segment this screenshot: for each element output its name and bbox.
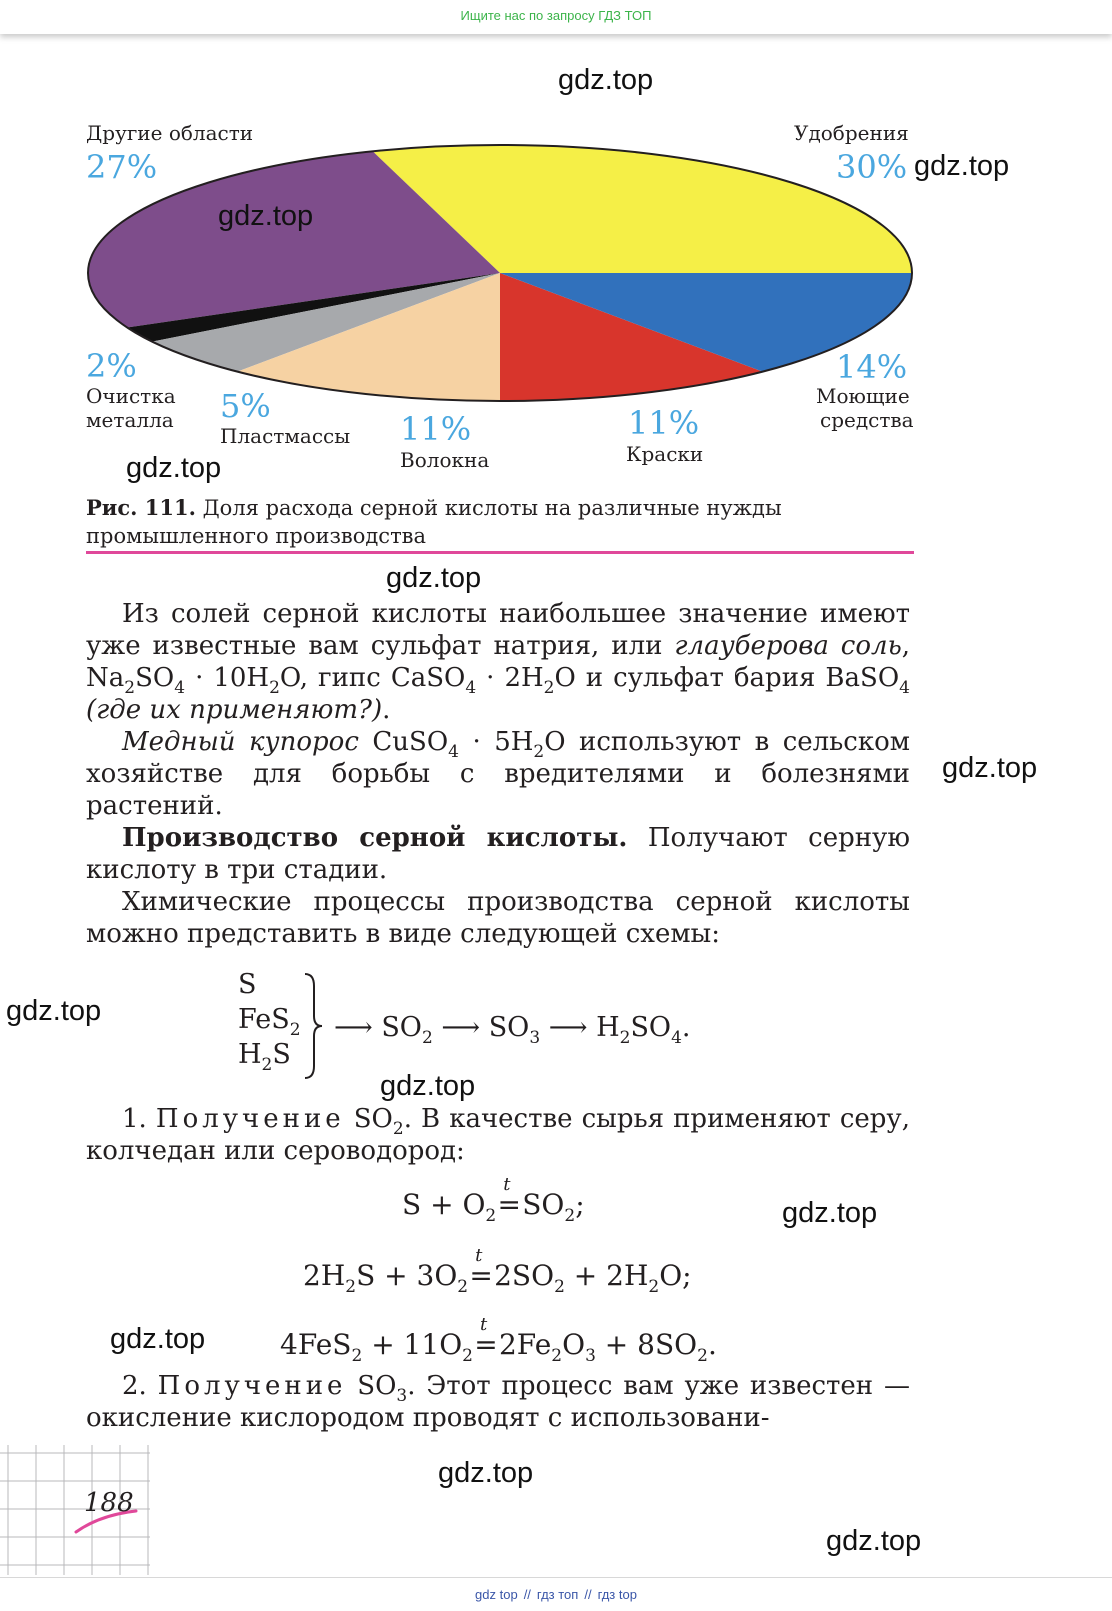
footer-link-2[interactable]: гдз топ [536,1587,579,1602]
scheme-fes2: FeS$_2$ [238,1004,301,1040]
banner-text[interactable]: Ищите нас по запросу ГДЗ ТОП [460,8,652,23]
pct-metal-cleaning: 2% [86,347,137,385]
scheme-brace [300,970,330,1082]
pct-plastics: 5% [220,387,271,425]
label-metal-cleaning-2: металла [86,408,174,432]
paragraph-production-heading: Производство серной кислоты. Получают серную кислоту в три стадии. [86,823,910,885]
label-detergents-2: средства [820,408,914,432]
scheme-s: S [238,969,257,1000]
watermark: gdz.top [380,1070,476,1102]
watermark: gdz.top [6,995,102,1027]
equation-pyrite: $4FeS_2 + 11O_2$ t $=2Fe_2O_3 + 8SO_2$. [280,1328,717,1362]
scheme-h2s: $H_2S$ [238,1039,291,1075]
watermark: gdz.top [782,1197,878,1229]
caption-text: Доля расхода серной кислоты на различные нужды промышленного производства [86,496,782,548]
footer-link-3[interactable]: гдз top [597,1587,637,1602]
top-banner [0,0,1112,34]
pct-other: 27% [86,148,158,186]
paragraph-so3-production: 2. Получение $SO_3$. Этот процесс вам уже известен — окисление кислородом проводят с использовани- [86,1371,910,1433]
caption-divider [86,551,914,554]
label-plastics: Пластмассы [220,424,351,448]
watermark: gdz.top [110,1323,206,1355]
pct-paints: 11% [628,404,700,442]
pct-fibers: 11% [400,410,472,448]
paragraph-so2-production: 1. Получение $SO_2$. В качестве сырья применяют серу, колчедан или сероводород: [86,1104,910,1166]
scheme-chain: ⟶ $SO_2$ ⟶ $SO_3$ ⟶ $H_2SO_4$. [334,1012,691,1048]
caption-number: Рис. 111. [86,495,196,520]
label-detergents-1: Моющие [816,384,910,408]
watermark: gdz.top [218,200,314,232]
paragraph-processes: Химические процессы производства серной кислоты можно представить в виде следующей схемы: [86,887,910,949]
pct-fertilizers: 30% [836,148,908,186]
equation-sulfur: $S + O_2$ t $=SO_2$; [402,1188,585,1222]
watermark: gdz.top [914,150,1010,182]
watermark: gdz.top [126,452,222,484]
label-paints: Краски [626,442,704,466]
equation-hydrogen-sulfide: $2H_2S + 3O_2$ t $=2SO_2 + 2H_2O$; [303,1259,692,1293]
label-other: Другие области [86,121,254,145]
paragraph-sulfate-salts: Из солей серной кислоты наибольшее значение имеют уже известные вам сульфат натрия, или глауберова соль, $Na_2SO_4 \cdot 10H_2O$, гипс CaSO$_4$ · $2H_2O$ и сульфат бария BaSO$_4$ (где их применяют?). [86,599,910,725]
footer-link-1[interactable]: gdz top [475,1587,518,1602]
figure-caption [86,494,916,550]
watermark: gdz.top [826,1525,922,1557]
label-fertilizers: Удобрения [794,121,909,145]
watermark: gdz.top [386,562,482,594]
watermark: gdz.top [438,1457,534,1489]
footer-bar: gdz top // гдз топ // гдз top [0,1577,1112,1611]
watermark: gdz.top [942,752,1038,784]
label-metal-cleaning-1: Очистка [86,384,176,408]
pct-detergents: 14% [836,348,908,386]
watermark: gdz.top [558,64,654,96]
page-number: 188 [84,1488,134,1518]
paragraph-copper-sulfate: Медный купорос CuSO$_4$ · $5H_2O$ используют в сельском хозяйстве для борьбы с вредителями и болезнями растений. [86,727,910,821]
label-fibers: Волокна [400,448,490,472]
